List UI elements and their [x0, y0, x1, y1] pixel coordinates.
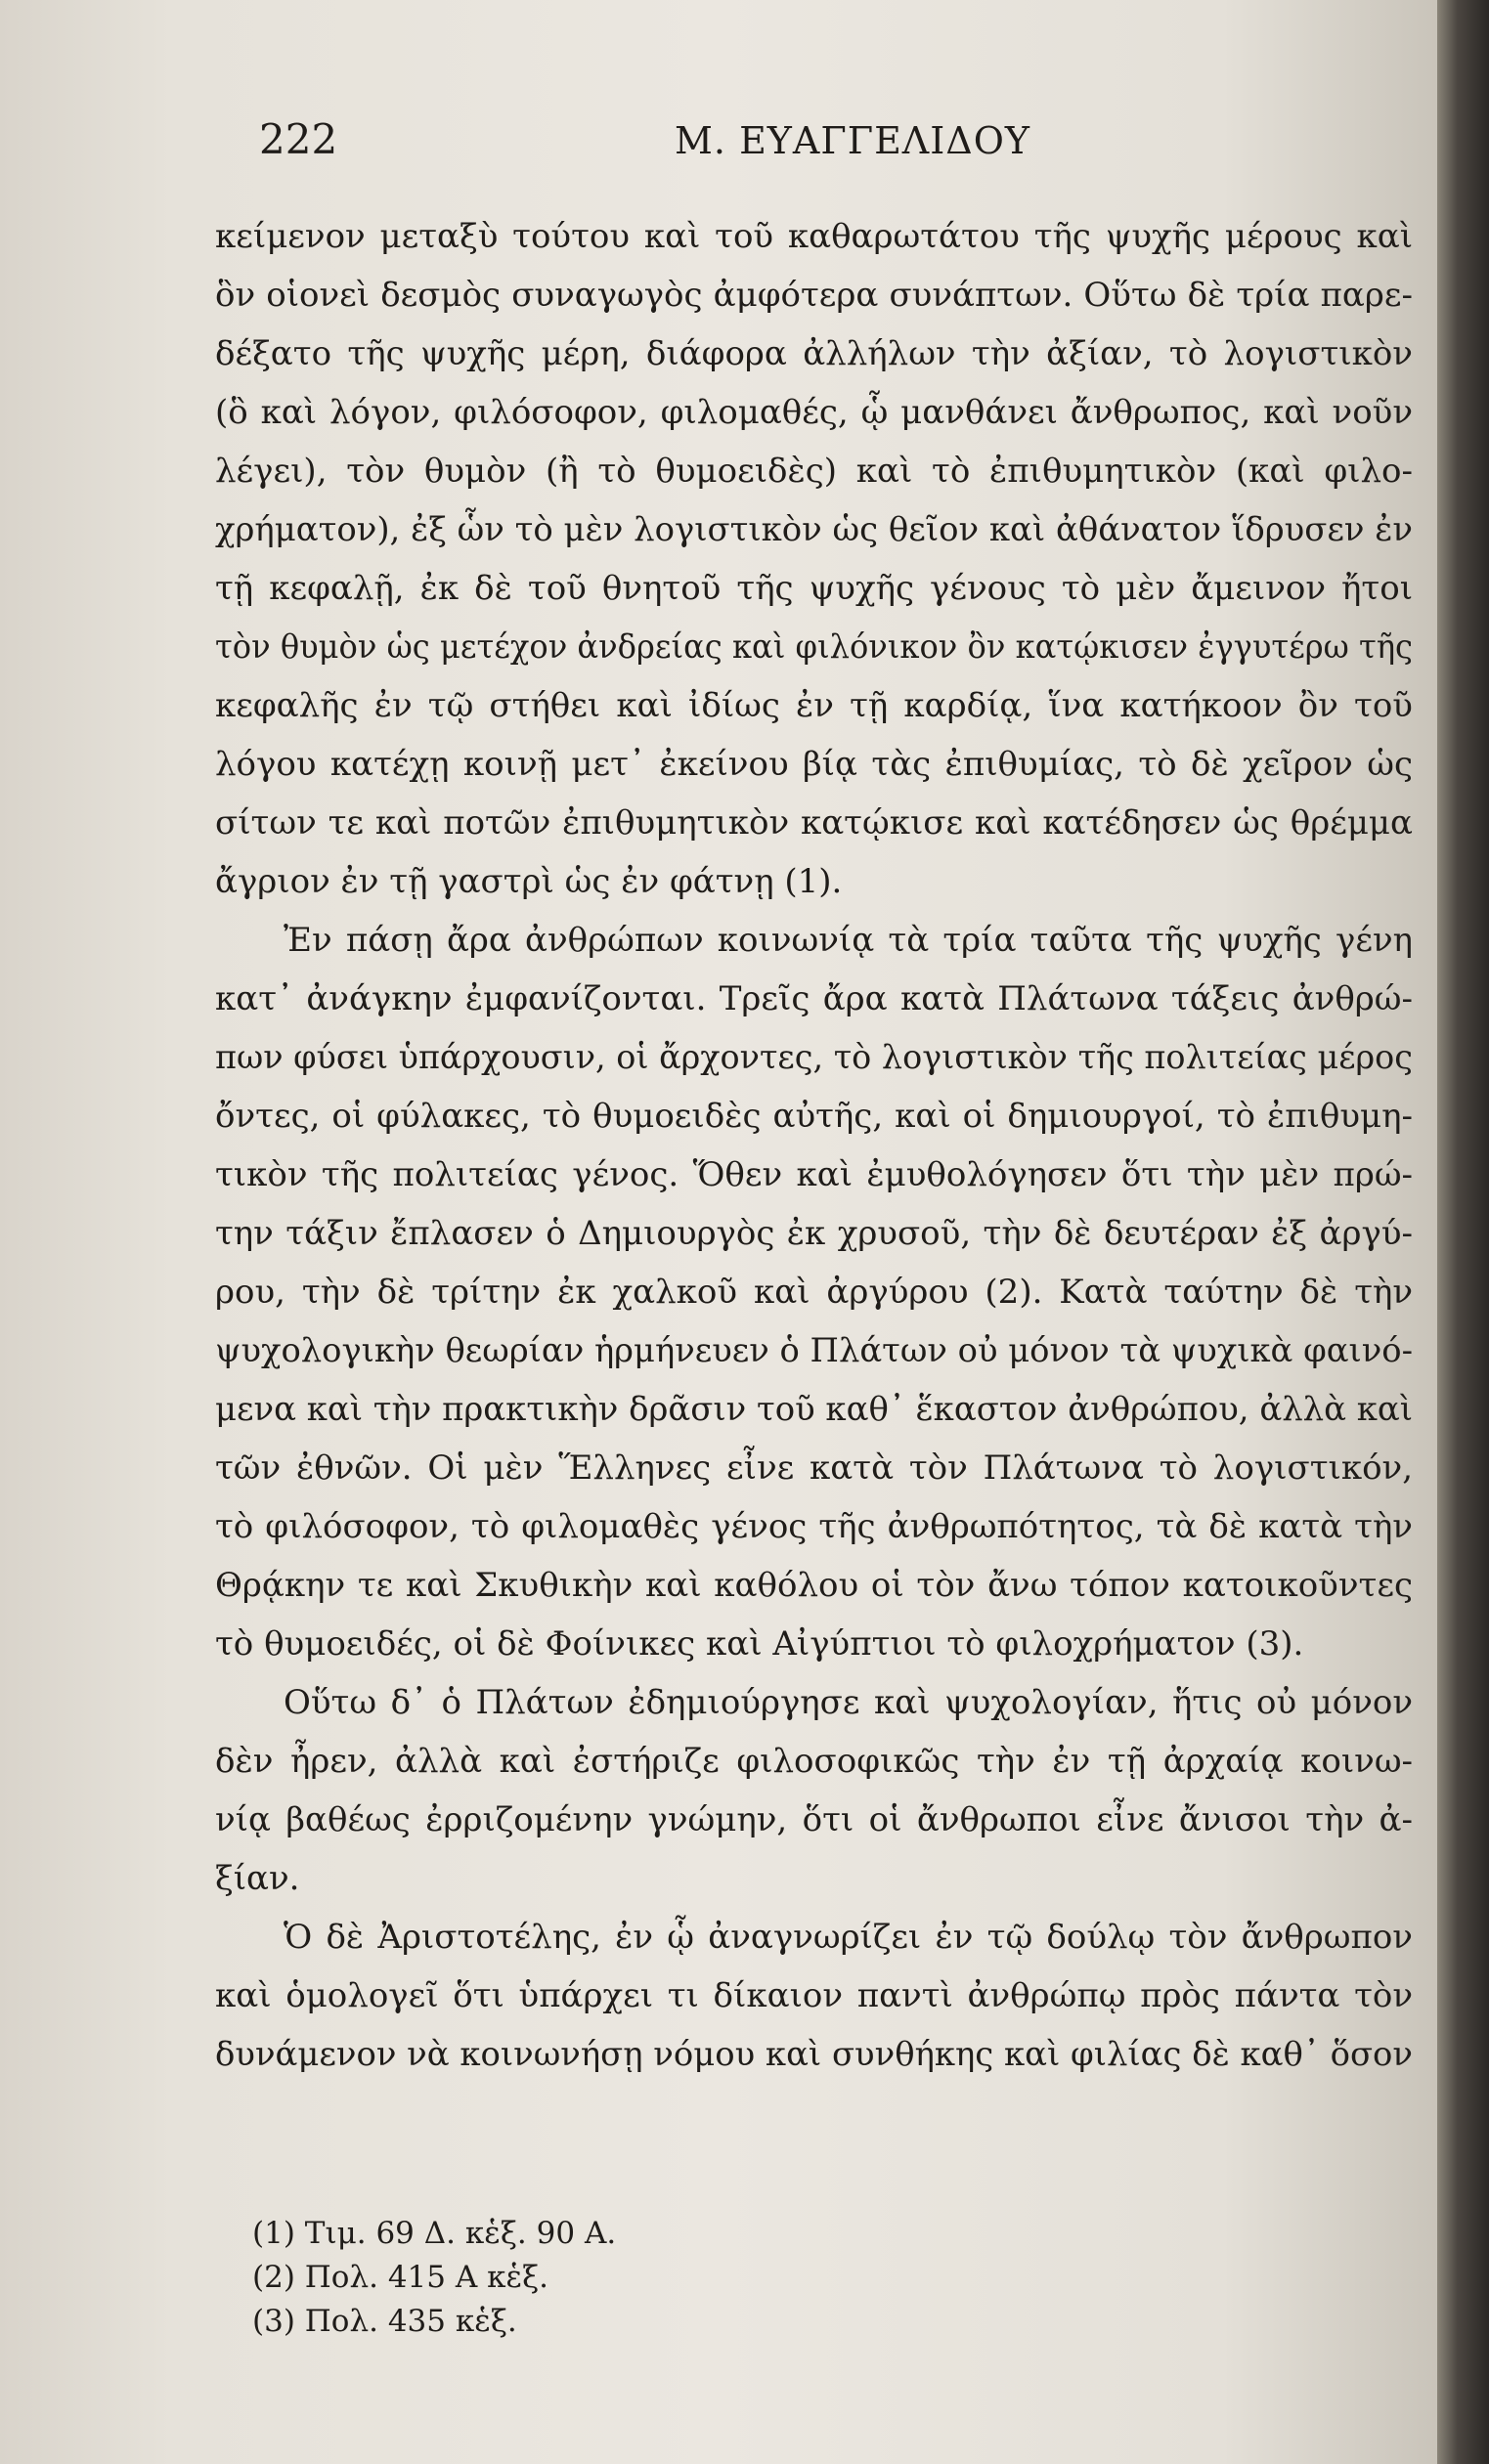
- page-number: 222: [259, 115, 338, 163]
- body-text: [215, 207, 1413, 2084]
- footnote: (2) Πολ. 415 Α κἑξ.: [252, 2260, 549, 2295]
- page-edge-shadow: [1437, 0, 1489, 2464]
- running-head: Μ. ΕΥΑΓΓΕΛΙΔΟΥ: [675, 119, 1030, 162]
- footnotes: [252, 2212, 1034, 2344]
- text-line: κατ᾽ ἀνάγκην ἐμφανίζονται. Τρεῖς ἄρα κατὰ Πλάτωνα τάξεις ἀνθρώ-: [215, 979, 1413, 1018]
- text-line: ψυχολογικὴν θεωρίαν ἡρμήνευεν ὁ Πλάτων οὐ μόνον τὰ ψυχικὰ φαινό-: [215, 1331, 1413, 1370]
- text-line: κείμενον μεταξὺ τούτου καὶ τοῦ καθαρωτάτου τῆς ψυχῆς μέρους καὶ: [215, 217, 1413, 256]
- text-line: ἄγριον ἐν τῇ γαστρὶ ὡς ἐν φάτνῃ (1).: [215, 862, 843, 901]
- text-line: νίᾳ βαθέως ἐρριζομένην γνώμην, ὅτι οἱ ἄνθρωποι εἶνε ἄνισοι τὴν ἀ-: [215, 1800, 1413, 1839]
- text-line: μενα καὶ τὴν πρακτικὴν δρᾶσιν τοῦ καθ᾽ ἕκαστον ἀνθρώπου, ἀλλὰ καὶ: [215, 1390, 1413, 1429]
- text-line: τικὸν τῆς πολιτείας γένος. Ὅθεν καὶ ἐμυθολόγησεν ὅτι τὴν μὲν πρώ-: [215, 1155, 1413, 1194]
- text-line: την τάξιν ἔπλασεν ὁ Δημιουργὸς ἐκ χρυσοῦ, τὴν δὲ δευτέραν ἐξ ἀργύ-: [215, 1214, 1413, 1253]
- text-line: ξίαν.: [215, 1859, 300, 1898]
- text-line: τῇ κεφαλῇ, ἐκ δὲ τοῦ θνητοῦ τῆς ψυχῆς γένους τὸ μὲν ἄμεινον ἤτοι: [215, 569, 1413, 608]
- text-line: λόγου κατέχῃ κοινῇ μετ᾽ ἐκείνου βίᾳ τὰς ἐπιθυμίας, τὸ δὲ χεῖρον ὡς: [215, 745, 1413, 784]
- text-line: δὲν ἦρεν, ἀλλὰ καὶ ἐστήριζε φιλοσοφικῶς τὴν ἐν τῇ ἀρχαίᾳ κοινω-: [215, 1742, 1413, 1781]
- text-line: χρήματον), ἐξ ὧν τὸ μὲν λογιστικὸν ὡς θεῖον καὶ ἀθάνατον ἵδρυσεν ἐν: [215, 510, 1413, 549]
- text-line: τὸν θυμὸν ὡς μετέχον ἀνδρείας καὶ φιλόνικον ὂν κατῴκισεν ἐγγυτέρω τῆς: [215, 627, 1413, 667]
- text-line: κεφαλῆς ἐν τῷ στήθει καὶ ἰδίως ἐν τῇ καρδίᾳ, ἵνα κατήκοον ὂν τοῦ: [215, 686, 1413, 725]
- text-line: ὄντες, οἱ φύλακες, τὸ θυμοειδὲς αὐτῆς, καὶ οἱ δημιουργοί, τὸ ἐπιθυμη-: [215, 1097, 1413, 1136]
- text-line: Θρᾴκην τε καὶ Σκυθικὴν καὶ καθόλου οἱ τὸν ἄνω τόπον κατοικοῦντες: [215, 1566, 1413, 1605]
- page-header: [259, 115, 1354, 184]
- text-line: δυνάμενον νὰ κοινωνήσῃ νόμου καὶ συνθήκης καὶ φιλίας δὲ καθ᾽ ὅσον: [215, 2035, 1413, 2074]
- text-line: Οὕτω δ᾽ ὁ Πλάτων ἐδημιούργησε καὶ ψυχολογίαν, ἥτις οὐ μόνον: [284, 1683, 1413, 1722]
- text-line: Ὁ δὲ Ἀριστοτέλης, ἐν ᾧ ἀναγνωρίζει ἐν τῷ δούλῳ τὸν ἄνθρωπον: [284, 1918, 1413, 1957]
- footnote: (3) Πολ. 435 κἑξ.: [252, 2304, 517, 2339]
- text-line: ρου, τὴν δὲ τρίτην ἐκ χαλκοῦ καὶ ἀργύρου (2). Κατὰ ταύτην δὲ τὴν: [215, 1273, 1413, 1312]
- footnote: (1) Τιμ. 69 Δ. κἑξ. 90 Α.: [252, 2216, 617, 2251]
- text-line: τὸ θυμοειδές, οἱ δὲ Φοίνικες καὶ Αἰγύπτιοι τὸ φιλοχρήματον (3).: [215, 1624, 1304, 1664]
- text-line: τῶν ἐθνῶν. Οἱ μὲν Ἕλληνες εἶνε κατὰ τὸν Πλάτωνα τὸ λογιστικόν,: [215, 1448, 1413, 1488]
- text-line: σίτων τε καὶ ποτῶν ἐπιθυμητικὸν κατῴκισε καὶ κατέδησεν ὡς θρέμμα: [215, 803, 1413, 843]
- text-line: καὶ ὁμολογεῖ ὅτι ὑπάρχει τι δίκαιον παντὶ ἀνθρώπῳ πρὸς πάντα τὸν: [215, 1976, 1413, 2015]
- text-line: δέξατο τῆς ψυχῆς μέρη, διάφορα ἀλλήλων τὴν ἀξίαν, τὸ λογιστικὸν: [215, 334, 1413, 373]
- text-line: ὃν οἱονεὶ δεσμὸς συναγωγὸς ἀμφότερα συνάπτων. Οὕτω δὲ τρία παρε-: [215, 276, 1413, 315]
- text-line: λέγει), τὸν θυμὸν (ἢ τὸ θυμοειδὲς) καὶ τὸ ἐπιθυμητικὸν (καὶ φιλο-: [215, 452, 1413, 491]
- text-line: πων φύσει ὑπάρχουσιν, οἱ ἄρχοντες, τὸ λογιστικὸν τῆς πολιτείας μέρος: [215, 1038, 1413, 1077]
- text-line: τὸ φιλόσοφον, τὸ φιλομαθὲς γένος τῆς ἀνθρωπότητος, τὰ δὲ κατὰ τὴν: [215, 1507, 1413, 1546]
- text-line: Ἐν πάσῃ ἄρα ἀνθρώπων κοινωνίᾳ τὰ τρία ταῦτα τῆς ψυχῆς γένη: [284, 921, 1413, 960]
- text-line: (ὃ καὶ λόγον, φιλόσοφον, φιλομαθές, ᾧ μανθάνει ἄνθρωπος, καὶ νοῦν: [215, 393, 1413, 432]
